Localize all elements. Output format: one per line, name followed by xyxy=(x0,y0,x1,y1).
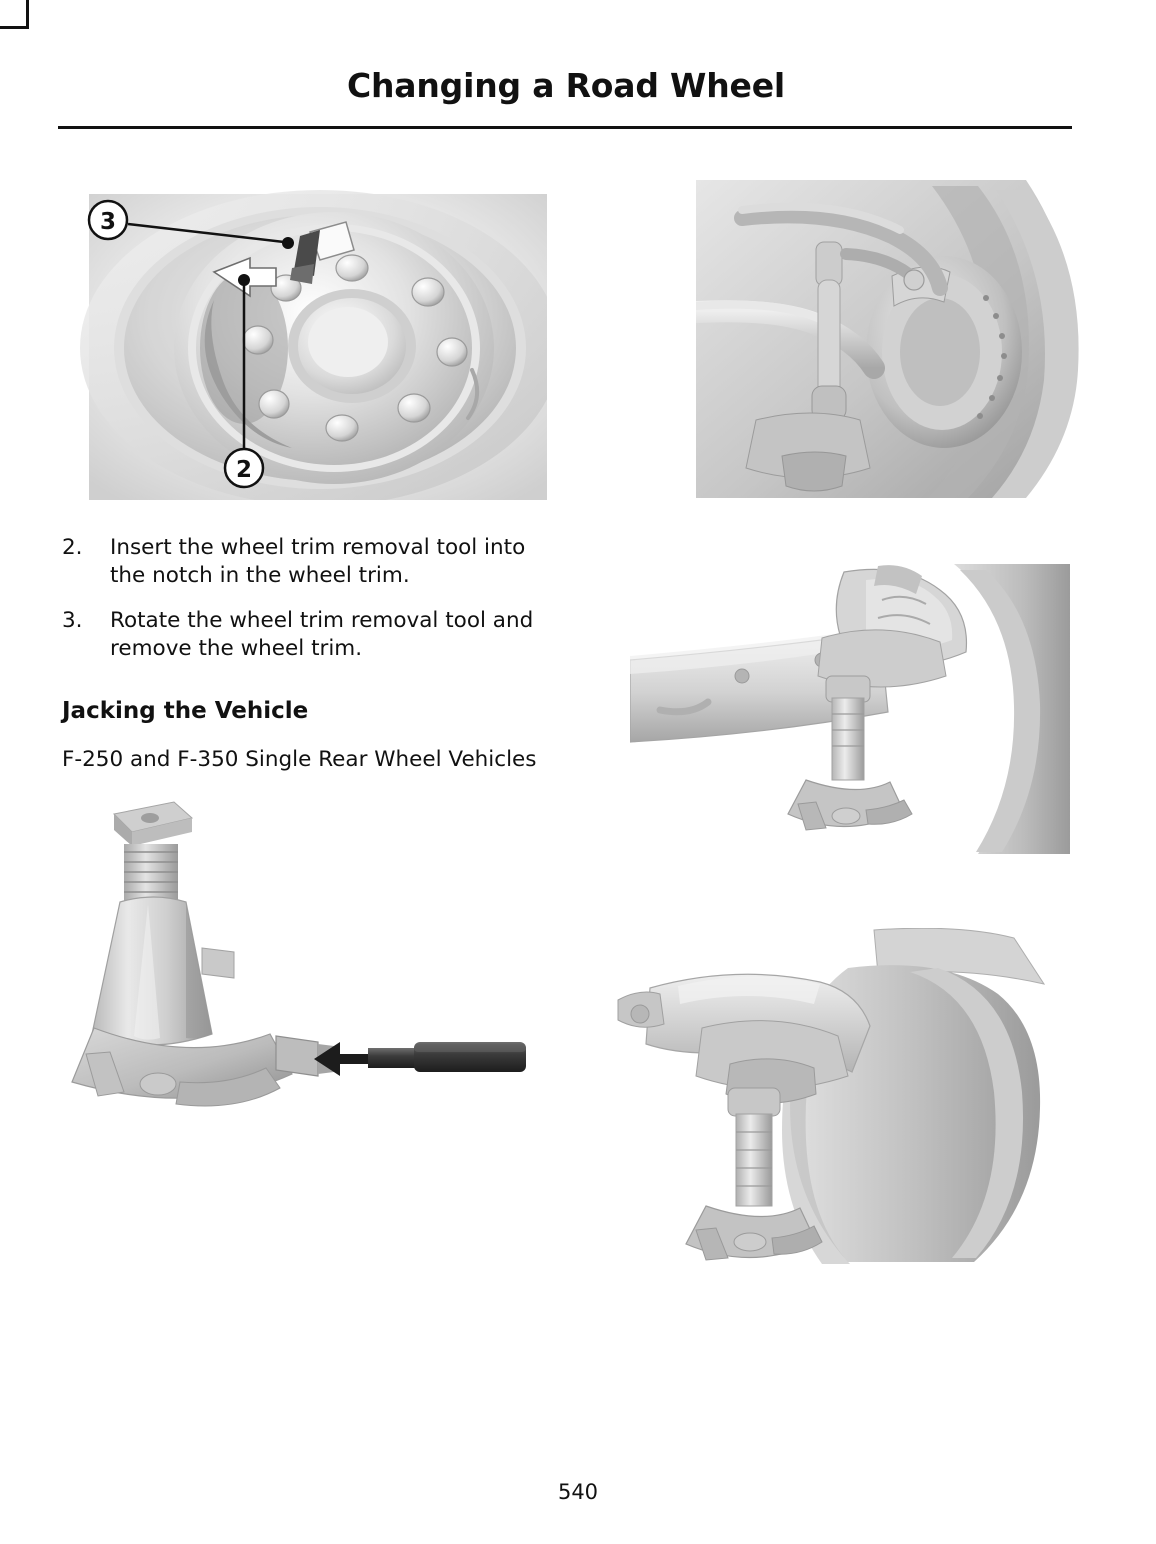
title-divider xyxy=(58,126,1072,129)
list-item xyxy=(62,607,547,664)
step-number: 2. xyxy=(62,535,83,560)
svg-text:2: 2 xyxy=(235,457,253,483)
jack-rear-axle-figure xyxy=(610,928,1080,1268)
page-number: 540 xyxy=(557,1480,599,1504)
left-column xyxy=(62,180,547,1152)
section-subheading: Jacking the Vehicle xyxy=(62,697,309,724)
jack-positioned-rear-axle-illustration xyxy=(610,928,1080,1268)
wheel-trim-removal-illustration xyxy=(62,180,547,500)
vehicle-applicability-note: F-250 and F-350 Single Rear Wheel Vehicles xyxy=(62,746,537,772)
jack-figure xyxy=(62,792,547,1152)
jack-front-axle-figure xyxy=(630,564,1070,864)
front-suspension-jacking-point-illustration xyxy=(696,180,1116,500)
svg-text:3: 3 xyxy=(99,209,117,235)
step-text: Rotate the wheel trim removal tool and remove the wheel trim. xyxy=(110,607,534,662)
list-item xyxy=(62,534,547,591)
step-text: Insert the wheel trim removal tool into the notch in the wheel trim. xyxy=(110,535,526,589)
front-suspension-figure xyxy=(696,180,1116,500)
wheel-trim-removal-figure xyxy=(62,180,547,500)
jack-with-handle-illustration xyxy=(62,792,547,1152)
right-column xyxy=(604,180,1074,1268)
crop-mark-icon xyxy=(0,0,29,29)
instruction-steps xyxy=(62,534,547,664)
jack-positioned-front-axle-illustration xyxy=(630,564,1070,864)
page-title: Changing a Road Wheel xyxy=(347,66,785,105)
step-number: 3. xyxy=(62,607,83,633)
